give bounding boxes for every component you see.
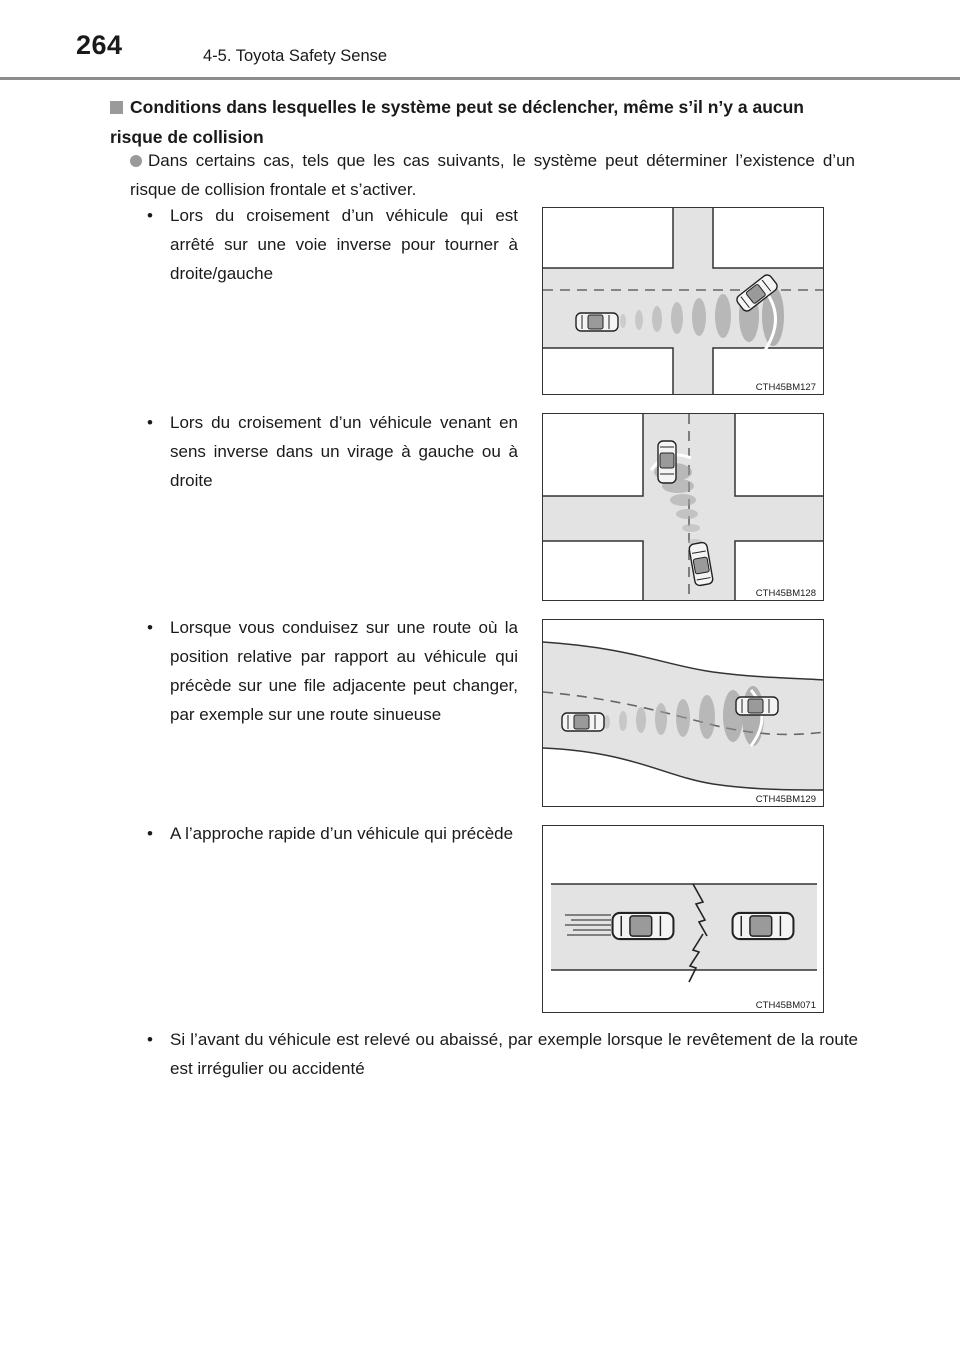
oncoming-car-icon: [658, 441, 676, 483]
list-item: [148, 201, 518, 288]
list-item-text: A l’approche rapide d’un véhicule qui précède: [170, 824, 514, 843]
square-bullet-icon: [110, 101, 123, 114]
own-car-icon: [576, 313, 618, 331]
preceding-car-icon: [733, 913, 794, 939]
preceding-car-icon: [736, 697, 778, 715]
section-heading: [110, 92, 860, 152]
bullet-icon: •: [147, 618, 153, 637]
own-car-icon: [613, 913, 674, 939]
bullet-icon: •: [147, 1030, 153, 1049]
header-rule: [0, 77, 960, 80]
intro-text: Dans certains cas, tels que les cas suivants, le système peut déterminer l’existence d’un risque de collision frontale et s’activer.: [130, 151, 855, 199]
round-bullet-icon: [130, 155, 142, 167]
figure-4: [542, 825, 824, 1013]
bullet-icon: •: [147, 413, 153, 432]
figure-2-drawing: [543, 414, 824, 601]
figure-code: CTH45BM127: [755, 382, 816, 393]
figure-1: [542, 207, 824, 395]
figure-code: CTH45BM128: [755, 588, 816, 599]
section-heading-text: Conditions dans lesquelles le système peut se déclencher, même s’il n’y a aucun risque de collision: [110, 97, 804, 147]
bullet-icon: •: [147, 206, 153, 225]
intro-paragraph: [130, 146, 855, 204]
list-item: [148, 613, 518, 729]
list-item: [148, 408, 518, 495]
bullet-icon: •: [147, 824, 153, 843]
page-header: [0, 0, 960, 80]
list-item: [148, 1025, 858, 1083]
list-item-text: Lors du croisement d’un véhicule qui est arrêté sur une voie inverse pour tourner à droite/gauche: [170, 206, 518, 283]
list-item-text: Lors du croisement d’un véhicule venant en sens inverse dans un virage à gauche ou à droite: [170, 413, 518, 490]
page-number: 264: [76, 30, 123, 60]
figure-code: CTH45BM071: [755, 1000, 816, 1011]
figure-4-drawing: [543, 826, 824, 1013]
list-item-text: Lorsque vous conduisez sur une route où la position relative par rapport au véhicule qui précède sur une file adjacente peut changer, par exemple sur une route sinueuse: [170, 618, 518, 724]
chapter-title: 4-5. Toyota Safety Sense: [203, 47, 388, 65]
figure-3-drawing: [543, 620, 824, 807]
figure-3: [542, 619, 824, 807]
figure-2: [542, 413, 824, 601]
figure-1-drawing: [543, 208, 824, 395]
list-item-text: Si l’avant du véhicule est relevé ou abaissé, par exemple lorsque le revêtement de la route est irrégulier ou accidenté: [170, 1030, 858, 1078]
own-car-icon: [562, 713, 604, 731]
figure-code: CTH45BM129: [755, 794, 816, 805]
list-item: [148, 819, 518, 848]
